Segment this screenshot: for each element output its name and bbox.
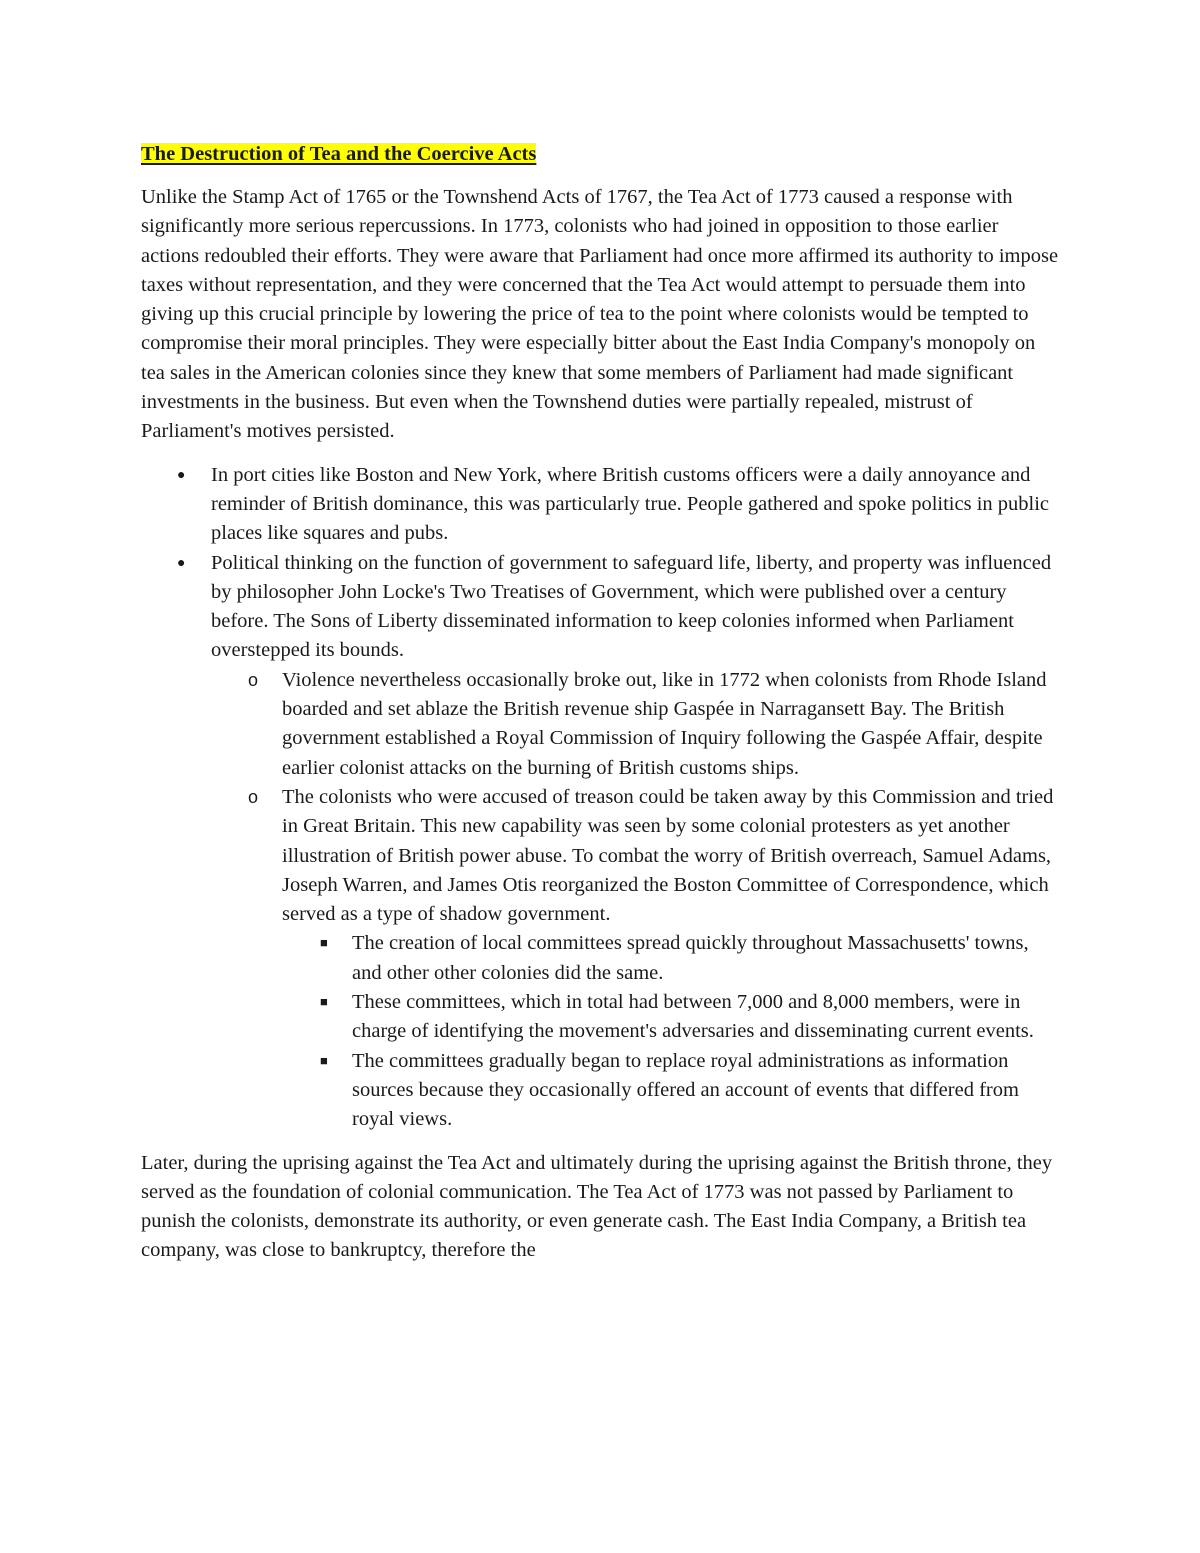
bullet-text: In port cities like Boston and New York, where British customs officers were a daily annoyance and reminder of British dominance, this was particularly true. People gathered and spoke politics in public places like squares and pubs. — [211, 463, 1050, 545]
sub-bullet-text: Violence nevertheless occasionally broke out, like in 1772 when colonists from Rhode Island boarded and set ablaze the British revenue ship Gaspée in Narragansett Bay. The British government established a Royal Commission of Inquiry following the Gaspée Affair, despite earlier colonist attacks on the burning of British customs ships. — [282, 668, 1047, 779]
bullet-list — [141, 461, 1061, 1135]
document-title — [141, 140, 1061, 169]
bullet-icon: ● — [177, 467, 186, 483]
circle-bullet-icon: o — [248, 669, 259, 690]
list-item — [141, 461, 1061, 549]
intro-paragraph: Unlike the Stamp Act of 1765 or the Townshend Acts of 1767, the Tea Act of 1773 caused a response with significantly more serious repercussions. In 1773, colonists who had joined in opposition to those earlier actions redoubled their efforts. They were aware that Parliament had once more affirmed its authority to impose taxes without representation, and they were concerned that the Tea Act would attempt to persuade them into giving up this crucial principle by lowering the price of tea to the point where colonists would be tempted to compromise their moral principles. They were especially bitter about the East India Company's monopoly on tea sales in the American colonies since they knew that some members of Parliament had made significant investments in the business. But even when the Townshend duties were partially repealed, mistrust of Parliament's motives persisted. — [141, 186, 1059, 443]
list-item — [282, 988, 1061, 1047]
list-item — [141, 549, 1061, 1135]
sub-sub-bullet-text: The committees gradually began to replace royal administrations as information sources because they occasionally offered an account of events that differed from royal views. — [352, 1049, 1019, 1131]
sub-sub-bullet-text: The creation of local committees spread quickly throughout Massachusetts' towns, and other other colonies did the same. — [352, 932, 1029, 984]
sub-bullet-list — [211, 666, 1061, 1135]
bullet-text: Political thinking on the function of government to safeguard life, liberty, and property was influenced by philosopher John Locke's Two Treatises of Government, which were published over a century before. The Sons of Liberty disseminated information to keep colonies informed when Parliament overstepped its bounds. — [211, 551, 1052, 662]
list-item — [210, 783, 1061, 1135]
sub-bullet-text: The colonists who were accused of treason could be taken away by this Commission and tried in Great Britain. This new capability was seen by some colonial protesters as yet another illustration of British power abuse. To combat the worry of British overreach, Samuel Adams, Joseph Warren, and James Otis reorganized the Boston Committee of Correspondence, which served as a type of shadow government. — [282, 785, 1054, 926]
square-bullet-icon: ■ — [320, 994, 328, 1010]
bullet-icon: ● — [177, 555, 186, 571]
closing-paragraph: Later, during the uprising against the Tea Act and ultimately during the uprising against the British throne, they served as the foundation of colonial communication. The Tea Act of 1773 was not passed by Parliament to punish the colonists, demonstrate its authority, or even generate cash. The East India Company, a British tea company, was close to bankruptcy, therefore the — [141, 1151, 1053, 1262]
list-item — [210, 666, 1061, 783]
title-text: The Destruction of Tea and the Coercive Acts — [141, 143, 537, 165]
sub-sub-bullet-text: These committees, which in total had between 7,000 and 8,000 members, were in charge of identifying the movement's adversaries and disseminating current events. — [352, 991, 1034, 1043]
list-item — [282, 1047, 1061, 1135]
list-item — [282, 929, 1061, 988]
sub-sub-bullet-list — [282, 929, 1061, 1134]
square-bullet-icon: ■ — [320, 935, 328, 951]
document-page — [141, 140, 1061, 1280]
square-bullet-icon: ■ — [320, 1052, 328, 1068]
circle-bullet-icon: o — [248, 786, 259, 807]
